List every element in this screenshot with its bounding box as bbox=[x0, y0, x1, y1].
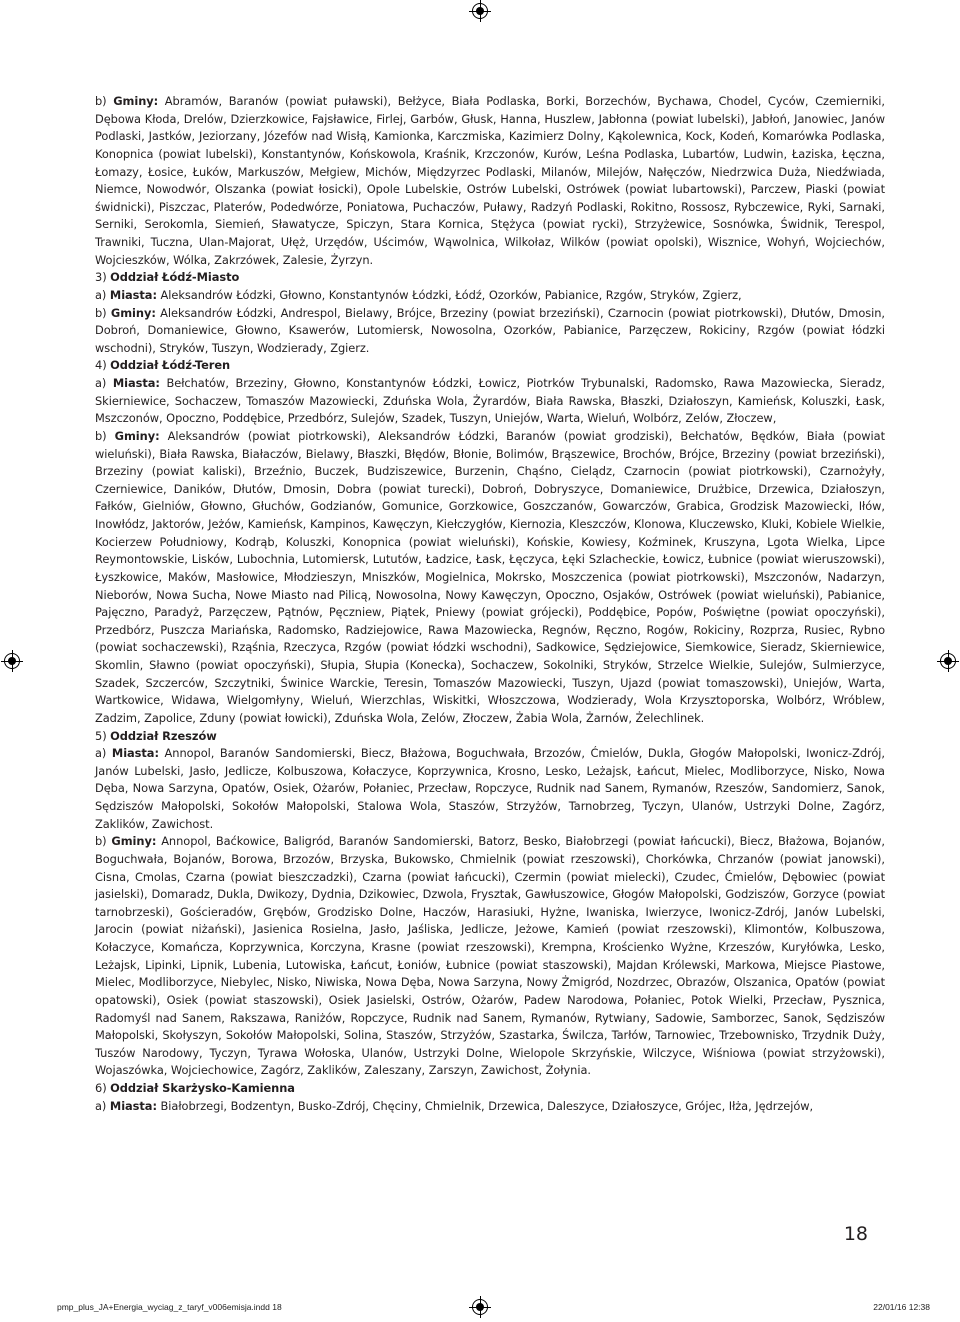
paragraph-lodz-teren-miasta: a) Miasta: Bełchatów, Brzeziny, Głowno, Konstantynów Łódzki, Łowicz, Piotrków Trybunalski, Radomsko, Rawa Mazowiecka, Sieradz, Skierniewice, Sochaczew, Tomaszów Mazowiecki, Zduńska Wola, Żyrardów, Biała Rawska, Błaszki, Działoszyn, Kamieńsk, Koluszki, Łask, Mszczonów, Opoczno, Poddębice, Przedbórz, Sulejów, Szadek, Tuszyn, Uniejów, Warta, Wieluń, Wolbórz, Zelów, Złoczew, bbox=[95, 376, 885, 426]
section-heading-skarzysko-kamienna: 6) Oddział Skarżysko-Kamienna bbox=[95, 1081, 295, 1095]
registration-mark-icon bbox=[472, 1299, 488, 1315]
section-heading-lodz-miasto: 3) Oddział Łódź-Miasto bbox=[95, 270, 240, 285]
paragraph-skarzysko-kamienna-miasta: a) Miasta: Białobrzegi, Bodzentyn, Busko-Zdrój, Chęciny, Chmielnik, Drzewica, Daleszyce, Działoszyce, Grójec, Iłża, Jędrzejów, bbox=[95, 1098, 814, 1113]
paragraph-lodz-miasto-miasta: a) Miasta: Aleksandrów Łódzki, Głowno, Konstantynów Łódzki, Łódź, Ozorków, Pabianice, Rzgów, Stryków, Zgierz, bbox=[95, 287, 742, 302]
footer-datetime: 22/01/16 12:38 bbox=[873, 1302, 930, 1312]
paragraph-lublin-gminy: b) Gminy: Abramów, Baranów (powiat puławski), Bełżyce, Biała Podlaska, Borki, Borzechów, Bychawa, Chodel, Cyców, Czemierniki, Dębowa Kłoda, Drelów, Dzierzkowice, Fajsławice, Firlej, Garbów, Głusk, Hanna, Huszlew, Jabłonna (powiat lubelski), Jabłoń, Janowiec, Janów Podlaski, Jastków, Jeziorzany, Józefów nad Wisłą, Kamionka, Karczmiska, Kazimierz Dolny, Kąkolewnica, Kock, Kodeń, Komarówka Podlaska, Konopnica (powiat lubelski), Konstantynów, Końskowola, Kraśnik, Krzczonów, Kurów, Leśna Podlaska, Lubartów, Ludwin, Łaziska, Łęczna, Łomazy, Łosice, Łuków, Markuszów, Mełgiew, Michów, Międzyrzec Podlaski, Milanów, Milejów, Nałęczów, Niedrzwica Duża, Niedźwiada, Niemce, Nowodwór, Olszanka (powiat łosicki), Opole Lubelskie, Ostrów Lubelski, Ostrówek (powiat lubartowski), Parczew, Piaski (powiat świdnicki), Piszczac, Platerów, Podedwórze, Poniatowa, Puchaczów, Puławy, Radzyń Podlaski, Rokitno, Rossosz, Rybczewice, Ryki, Sarnaki, Serniki, Serokomla, Siemień, Sławatycze, Spiczyn, Stara Kornica, Stężyca (powiat rycki), Strzyżewice, Sosnówka, Świdnik, Terespol, Trawniki, Tuczna, Ulan-Majorat, Ułęż, Urzędów, Uścimów, Wąwolnica, Wilkołaz, Wilków (powiat opolski), Wisznice, Wohyń, Wojciechów, Wojcieszków, Wólka, Zakrzówek, Zalesie, Żyrzyn. bbox=[95, 94, 885, 267]
document-body bbox=[95, 93, 885, 1115]
footer-filename: pmp_plus_JA+Energia_wyciag_z_taryf_v006emisja.indd 18 bbox=[57, 1302, 282, 1312]
section-heading-lodz-teren: 4) Oddział Łódź-Teren bbox=[95, 358, 231, 373]
registration-mark-icon bbox=[472, 3, 488, 19]
section-heading-rzeszow: 5) Oddział Rzeszów bbox=[95, 728, 217, 743]
page-number: 18 bbox=[843, 1223, 868, 1245]
paragraph-rzeszow-gminy: b) Gminy: Annopol, Baćkowice, Baligród, Baranów Sandomierski, Batorz, Besko, Białobrzegi (powiat łańcucki), Biecz, Błażowa, Bojanów, Boguchwała, Bojanów, Borowa, Brzozów, Brzyska, Bukowsko, Chmielnik (powiat rzeszowski), Chorkówka, Chrzanów (powiat janowski), Cisna, Cmolas, Czarna (powiat bieszczadzki), Czarna (powiat łańcucki), Czermin (powiat mielecki), Czudec, Ćmielów, Dębowiec (powiat jasielski), Domaradz, Dukla, Dwikozy, Dydnia, Dzikowiec, Dzwola, Frysztak, Gawłuszowice, Głogów Małopolski, Godziszów, Gorzyce (powiat tarnobrzeski), Gościeradów, Grębów, Grodzisko Dolne, Haczów, Harasiuki, Hyżne, Iwaniska, Iwierzyce, Iwonicz-Zdrój, Janów Lubelski, Jarocin (powiat niżański), Jasienica Rosielna, Jasło, Jaśliska, Jedlicze, Jeżowe, Kamień (powiat rzeszowski), Klimontów, Kolbuszowa, Kołaczyce, Komańcza, Koprzywnica, Korczyna, Krasne (powiat rzeszowski), Krempna, Krościenko Wyżne, Krzeszów, Kuryłówka, Lesko, Leżajsk, Lipinki, Lipnik, Lubenia, Lutowiska, Łańcut, Łoniów, Łubnice (powiat staszowski), Majdan Królewski, Markowa, Miejsce Piastowe, Mielec, Modliborzyce, Niebylec, Nisko, Niwiska, Nowa Dęba, Nowa Sarzyna, Nowy Żmigród, Nozdrzec, Obrazów, Olszanica, Opatów (powiat opatowski), Osiek (powiat staszowski), Osiek Jasielski, Ostrów, Ożarów, Padew Narodowa, Połaniec, Potok Wielki, Przecław, Pysznica, Radomyśl nad Sanem, Rakszawa, Raniżów, Ropczyce, Rudnik nad Sanem, Rymanów, Rytwiany, Sadowie, Samborzec, Sanok, Sędziszów Małopolski, Skołyszyn, Sokołów Małopolski, Solina, Staszów, Strzyżów, Szastarka, Świlcza, Tarłów, Tarnowiec, Trzebownisko, Trzydnik Duży, Tuszów Narodowy, Tyczyn, Tyrawa Wołoska, Ulanów, Ustrzyki Dolne, Wielopole Skrzyńskie, Wilczyce, Wiśniowa (powiat strzyżowski), Wojaszówka, Wojciechowice, Zagórz, Zaklików, Zaleszany, Zarszyn, Zawichost, Żołynia. bbox=[95, 834, 885, 1078]
paragraph-lodz-miasto-gminy: b) Gminy: Aleksandrów Łódzki, Andrespol, Bielawy, Brójce, Brzeziny (powiat brzeziński), Czarnocin (powiat piotrkowski), Dłutów, Dmosin, Dobroń, Domaniewice, Głowno, Ksawerów, Lutomiersk, Nowosolna, Ozorków, Pabianice, Parzęczew, Rokiciny, Rzgów (powiat łódzki wschodni), Stryków, Tuszyn, Wodzierady, Zgierz. bbox=[95, 305, 885, 355]
registration-mark-icon bbox=[4, 653, 20, 669]
paragraph-rzeszow-miasta: a) Miasta: Annopol, Baranów Sandomierski, Biecz, Błażowa, Boguchwała, Brzozów, Ćmielów, Dukla, Głogów Małopolski, Iwonicz-Zdrój, Janów Lubelski, Jasło, Jedlicze, Kolbuszowa, Kołaczyce, Koprzywnica, Krosno, Lesko, Leżajsk, Łańcut, Mielec, Modliborzyce, Nisko, Nowa Dęba, Nowa Sarzyna, Opatów, Osiek, Ożarów, Połaniec, Przecław, Ropczyce, Rudnik nad Sanem, Rymanów, Rzeszów, Sandomierz, Sanok, Sędziszów Małopolski, Sokołów Małopolski, Stalowa Wola, Staszów, Strzyżów, Tarnobrzeg, Tyczyn, Ulanów, Ustrzyki Dolne, Zagórz, Zaklików, Zawichost. bbox=[95, 746, 885, 831]
registration-mark-icon bbox=[940, 653, 956, 669]
paragraph-lodz-teren-gminy: b) Gminy: Aleksandrów (powiat piotrkowski), Aleksandrów Łódzki, Baranów (powiat grodziski), Bełchatów, Będków, Biała (powiat wieluński), Biała Rawska, Białaczów, Bielawy, Błaszki, Błędów, Błonie, Bolimów, Brąszewice, Brochów, Brójce, Brzeziny (powiat brzeziński), Brzeziny (powiat kaliski), Brzeźnio, Buczek, Budziszewice, Burzenin, Chąśno, Cielądz, Czarnocin (powiat piotrkowski), Czarnożyły, Czerniewice, Daników, Dłutów, Dmosin, Dobra (powiat turecki), Dobroń, Dobryszyce, Domaniewice, Drużbice, Drzewica, Działoszyn, Fałków, Gielniów, Głowno, Głuchów, Godzianów, Gomunice, Gorzkowice, Goszczanów, Gowarczów, Grabica, Grodzisk Mazowiecki, Iłów, Inowłódz, Jaktorów, Jeżów, Kamieńsk, Kampinos, Kawęczyn, Kiełczygłów, Kiernozia, Kleszczów, Klonowa, Kluczewsko, Kluki, Kobiele Wielkie, Kocierzew Południowy, Kodrąb, Koluszki, Konopnica (powiat wieluński), Końskie, Kowiesy, Koźminek, Kruszyna, Lgota Wielka, Lipce Reymontowskie, Lisków, Lubochnia, Lutomiersk, Lututów, Ładzice, Łask, Łęczyca, Łęki Szlacheckie, Łowicz, Łubnice (powiat wieruszowski), Łyszkowice, Maków, Masłowice, Młodzieszyn, Mniszków, Mogielnica, Mokrsko, Moszczenica (powiat piotrkowski), Mszczonów, Nadarzyn, Nieborów, Nowa Sucha, Nowe Miasto nad Pilicą, Nowosolna, Nowy Kawęczyn, Opoczno, Osjaków, Ostrówek (powiat wieluński), Pabianice, Pajęczno, Paradyż, Parzęczew, Pątnów, Pęczniew, Piątek, Pniewy (powiat grójecki), Poddębice, Popów, Poświętne (powiat opoczyński), Przedbórz, Puszcza Mariańska, Radomsko, Radziejowice, Rawa Mazowiecka, Regnów, Ręczno, Rogów, Rokiciny, Rozprza, Rusiec, Rybno (powiat sochaczewski), Rząśnia, Rzeczyca, Rzgów (powiat łódzki wschodni), Sadkowice, Sędziejowice, Siemkowice, Sieradz, Skierniewice, Skomlin, Sławno (powiat opoczyński), Słupia, Słupia (Konecka), Sochaczew, Sokolniki, Stryków, Strzelce Wielkie, Sulejów, Sulmierzyce, Szadek, Szczerców, Szczytniki, Świnice Warckie, Teresin, Tomaszów Mazowiecki, Tuszyn, Ujazd (powiat tomaszowski), Uniejów, Warta, Wartkowice, Widawa, Wielgomłyny, Wieluń, Wierzchlas, Wiskitki, Włoszczowa, Wodzierady, Wola Krzysztoporska, Wolbórz, Wróblew, Zadzim, Zapolice, Zduny (powiat łowicki), Zduńska Wola, Zelów, Złoczew, Żabia Wola, Żarnów, Żelechlinek. bbox=[95, 428, 885, 725]
